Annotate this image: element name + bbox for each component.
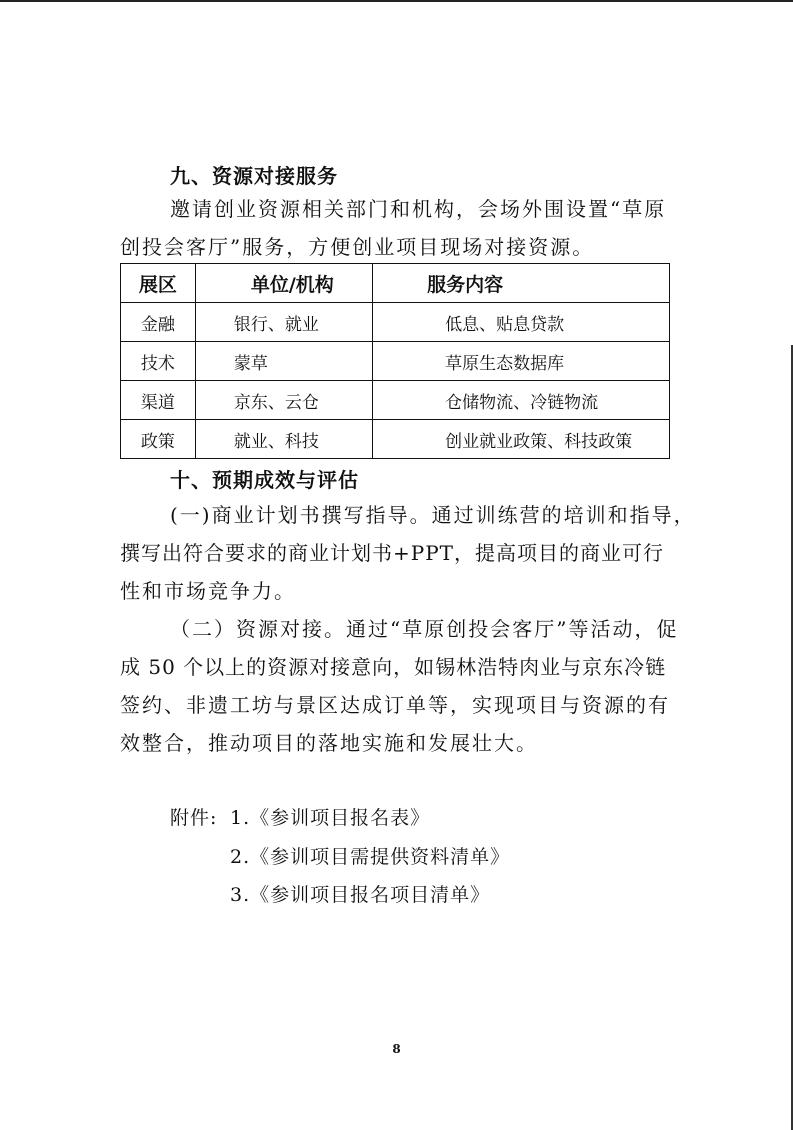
table-row	[121, 381, 670, 420]
item-1-line-1: (一)商业计划书撰写指导。通过训练营的培训和指导，	[170, 503, 696, 527]
item-1-line-2: 撰写出符合要求的商业计划书+PPT，提高项目的商业可行	[120, 541, 665, 565]
section-9-heading: 九、资源对接服务	[170, 164, 338, 188]
cell-service: 低息、贴息贷款	[373, 303, 670, 342]
item-2-line-1: （二）资源对接。通过“草原创投会客厅”等活动，促	[170, 617, 679, 641]
section-9-paragraph-line-2: 创投会客厅”服务，方便创业项目现场对接资源。	[120, 235, 595, 259]
scan-top-edge	[0, 0, 793, 2]
cell-organization: 京东、云仓	[195, 381, 372, 420]
item-2-line-2: 成 50 个以上的资源对接意向，如锡林浩特肉业与京东冷链	[120, 655, 667, 679]
resource-services-table	[120, 263, 670, 459]
attachment-item-2: 2.《参训项目需提供资料清单》	[230, 846, 511, 868]
cell-zone: 渠道	[121, 381, 196, 420]
attachment-item-1: 1.《参训项目报名表》	[230, 807, 431, 829]
table-row	[121, 303, 670, 342]
header-organization: 单位/机构	[195, 264, 372, 303]
table-header-row	[121, 264, 670, 303]
cell-organization: 就业、科技	[195, 420, 372, 459]
section-10-heading: 十、预期成效与评估	[170, 468, 359, 492]
item-2-line-3: 签约、非遗工坊与景区达成订单等，实现项目与资源的有	[120, 693, 670, 717]
cell-organization: 蒙草	[195, 342, 372, 381]
page-number: 8	[392, 1042, 401, 1056]
cell-zone: 金融	[121, 303, 196, 342]
item-1-line-3: 性和市场竞争力。	[120, 579, 296, 603]
table-row	[121, 342, 670, 381]
cell-organization: 银行、就业	[195, 303, 372, 342]
attachments-label: 附件:	[170, 807, 218, 829]
section-9-paragraph-line-1: 邀请创业资源相关部门和机构，会场外围设置“草原	[170, 197, 667, 221]
cell-service: 仓储物流、冷链物流	[373, 381, 670, 420]
table-row	[121, 420, 670, 459]
cell-service: 创业就业政策、科技政策	[373, 420, 670, 459]
cell-service: 草原生态数据库	[373, 342, 670, 381]
header-service: 服务内容	[373, 264, 670, 303]
cell-zone: 技术	[121, 342, 196, 381]
item-2-line-4: 效整合，推动项目的落地实施和发展壮大。	[120, 731, 538, 755]
attachment-item-3: 3.《参训项目报名项目清单》	[230, 884, 491, 906]
cell-zone: 政策	[121, 420, 196, 459]
header-zone: 展区	[121, 264, 196, 303]
